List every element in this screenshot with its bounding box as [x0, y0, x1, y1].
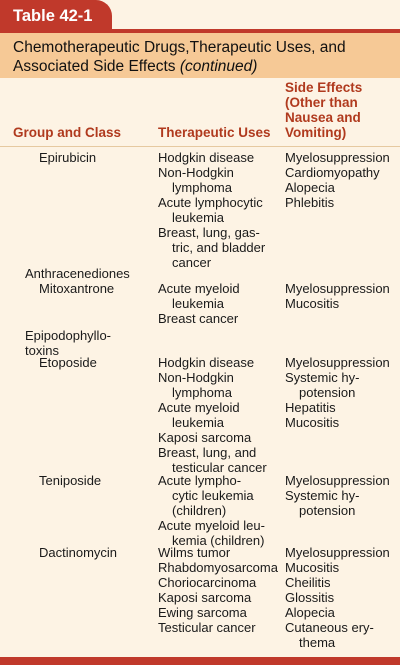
use-line: leukemia	[172, 296, 225, 311]
side-effects-cell	[285, 150, 397, 210]
use-line: lymphoma	[172, 180, 232, 195]
use-line: testicular cancer	[172, 460, 267, 475]
use-line: Hodgkin disease	[158, 355, 255, 370]
use-line: Acute myeloid leu-	[158, 518, 265, 533]
effect-line: Mucositis	[285, 560, 340, 575]
effect-line: Myelosuppression	[285, 150, 390, 165]
effect-line: Myelosuppression	[285, 473, 390, 488]
effect-line: Hepatitis	[285, 400, 336, 415]
group-line: Epipodophyllo-	[25, 328, 112, 343]
side-effects-cell	[285, 355, 397, 430]
drug-name: Mitoxantrone	[39, 281, 115, 296]
table-title-main: Chemotherapeutic Drugs,Therapeutic Uses, and Associated Side Effects	[13, 39, 346, 75]
use-line: Kaposi sarcoma	[158, 590, 252, 605]
use-line: Non-Hodgkin	[158, 370, 234, 385]
effect-line: Glossitis	[285, 590, 335, 605]
effect-line: Cutaneous ery-	[285, 620, 374, 635]
table-label: Table 42-1	[0, 0, 112, 33]
use-line: Testicular cancer	[158, 620, 256, 635]
effect-line: Phlebitis	[285, 195, 335, 210]
table-title-suffix: (continued)	[179, 58, 258, 75]
side-effects-cell	[285, 281, 397, 311]
effect-line: Myelosuppression	[285, 281, 390, 296]
use-line: Ewing sarcoma	[158, 605, 247, 620]
table-bottom-border	[0, 657, 400, 665]
effect-line: Cheilitis	[285, 575, 331, 590]
use-line: cytic leukemia	[172, 488, 254, 503]
drug-group-label: Anthracenediones	[25, 266, 130, 281]
therapeutic-uses-cell	[158, 281, 276, 326]
therapeutic-uses-cell	[158, 355, 276, 475]
use-line: leukemia	[172, 210, 225, 225]
therapeutic-uses-cell	[158, 545, 276, 635]
effect-line: Cardiomyopathy	[285, 165, 380, 180]
table-title	[0, 33, 400, 78]
header-divider	[0, 146, 400, 147]
use-line: leukemia	[172, 415, 225, 430]
effect-line: Mucositis	[285, 296, 340, 311]
use-line: Acute lympho-	[158, 473, 242, 488]
effect-line: Myelosuppression	[285, 355, 390, 370]
effect-line: thema	[299, 635, 336, 650]
use-line: Breast cancer	[158, 311, 239, 326]
effect-line: Mucositis	[285, 415, 340, 430]
drug-group-label	[25, 328, 155, 358]
effect-line: potension	[299, 385, 356, 400]
header-side-effects: Side Effects (Other than Nausea and Vomiting)	[285, 80, 363, 140]
effect-line: Myelosuppression	[285, 545, 390, 560]
use-line: Acute lymphocytic	[158, 195, 263, 210]
use-line: Acute myeloid	[158, 400, 240, 415]
drug-name: Teniposide	[39, 473, 102, 488]
drug-name: Dactinomycin	[39, 545, 118, 560]
effect-line: Alopecia	[285, 180, 335, 195]
drug-name: Epirubicin	[39, 150, 97, 165]
use-line: kemia (children)	[172, 533, 265, 548]
use-line: Non-Hodgkin	[158, 165, 234, 180]
use-line: Acute myeloid	[158, 281, 240, 296]
effect-line: Systemic hy-	[285, 488, 360, 503]
use-line: Choriocarcinoma	[158, 575, 257, 590]
use-line: Rhabdomyosarcoma	[158, 560, 278, 575]
therapeutic-uses-cell	[158, 473, 276, 548]
header-group-class: Group and Class	[13, 125, 122, 140]
effect-line: Alopecia	[285, 605, 335, 620]
side-effects-cell	[285, 545, 397, 650]
use-line: tric, and bladder	[172, 240, 266, 255]
column-header-row	[0, 78, 400, 146]
use-line: cancer	[172, 255, 212, 270]
use-line: Kaposi sarcoma	[158, 430, 252, 445]
header-therapeutic-uses: Therapeutic Uses	[158, 125, 271, 140]
use-line: Wilms tumor	[158, 545, 231, 560]
effect-line: potension	[299, 503, 356, 518]
drug-name: Etoposide	[39, 355, 97, 370]
therapeutic-uses-cell	[158, 150, 276, 270]
use-line: Breast, lung, and	[158, 445, 257, 460]
use-line: (children)	[172, 503, 227, 518]
side-effects-cell	[285, 473, 397, 518]
use-line: Breast, lung, gas-	[158, 225, 260, 240]
use-line: Hodgkin disease	[158, 150, 255, 165]
effect-line: Systemic hy-	[285, 370, 360, 385]
use-line: lymphoma	[172, 385, 232, 400]
group-line: toxins	[25, 343, 59, 358]
